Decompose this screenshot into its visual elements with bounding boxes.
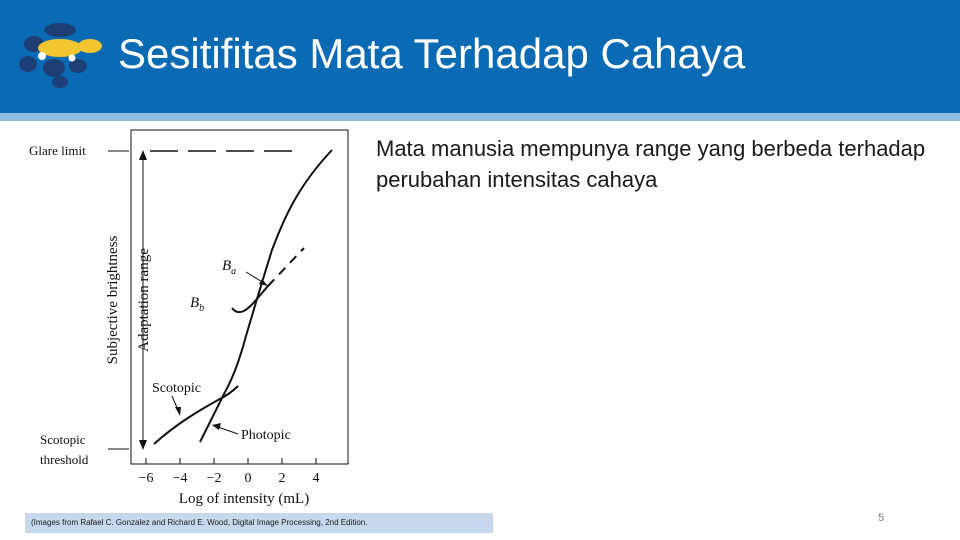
bb-curve	[232, 286, 268, 312]
photopic-pointer-head	[212, 423, 221, 430]
glare-limit-label: Glare limit	[29, 143, 86, 158]
x-tick-label: −4	[172, 471, 188, 486]
plot-frame	[131, 130, 348, 464]
header-stripe	[0, 113, 960, 121]
caption-bar	[25, 513, 493, 533]
x-axis-label: Log of intensity (mL)	[178, 491, 310, 507]
slide-header	[0, 0, 960, 113]
x-tick-label: −6	[138, 471, 154, 486]
scotopic-pointer-head	[175, 407, 181, 416]
adaptation-arrow-head-top	[139, 150, 147, 160]
bb-label: $B_b$	[190, 295, 205, 314]
x-tick-label: 4	[312, 471, 320, 486]
x-ticks	[146, 458, 316, 464]
x-tick-label: 0	[244, 471, 252, 486]
scotopic-threshold-label-2: threshold	[40, 452, 89, 467]
x-tick-label: −2	[206, 471, 222, 486]
photopic-label: Photopic	[241, 428, 291, 443]
brightness-adaptation-figure	[0, 122, 365, 512]
logo-icon	[14, 18, 106, 90]
page-number: 5	[878, 512, 885, 524]
slide-body-text: Mata manusia mempunya range yang berbeda terhadap perubahan intensitas cahaya	[376, 136, 926, 192]
image-caption: (Images from Rafael C. Gonzalez and Richard E. Wood, Digital Image Processing, 2nd Edition.	[31, 518, 368, 527]
adaptation-range-label: Adaptation range	[136, 248, 152, 352]
ba-dashed-extension	[268, 248, 304, 286]
photopic-pointer	[218, 427, 238, 434]
scotopic-label: Scotopic	[152, 381, 201, 396]
slide-title: Sesitifitas Mata Terhadap Cahaya	[118, 30, 746, 77]
x-tick-label: 2	[278, 471, 286, 486]
y-axis-label: Subjective brightness	[105, 235, 121, 365]
ba-label: $B_a$	[222, 258, 237, 277]
adaptation-arrow-head-bottom	[139, 440, 147, 450]
scotopic-threshold-label-1: Scotopic	[40, 432, 86, 447]
